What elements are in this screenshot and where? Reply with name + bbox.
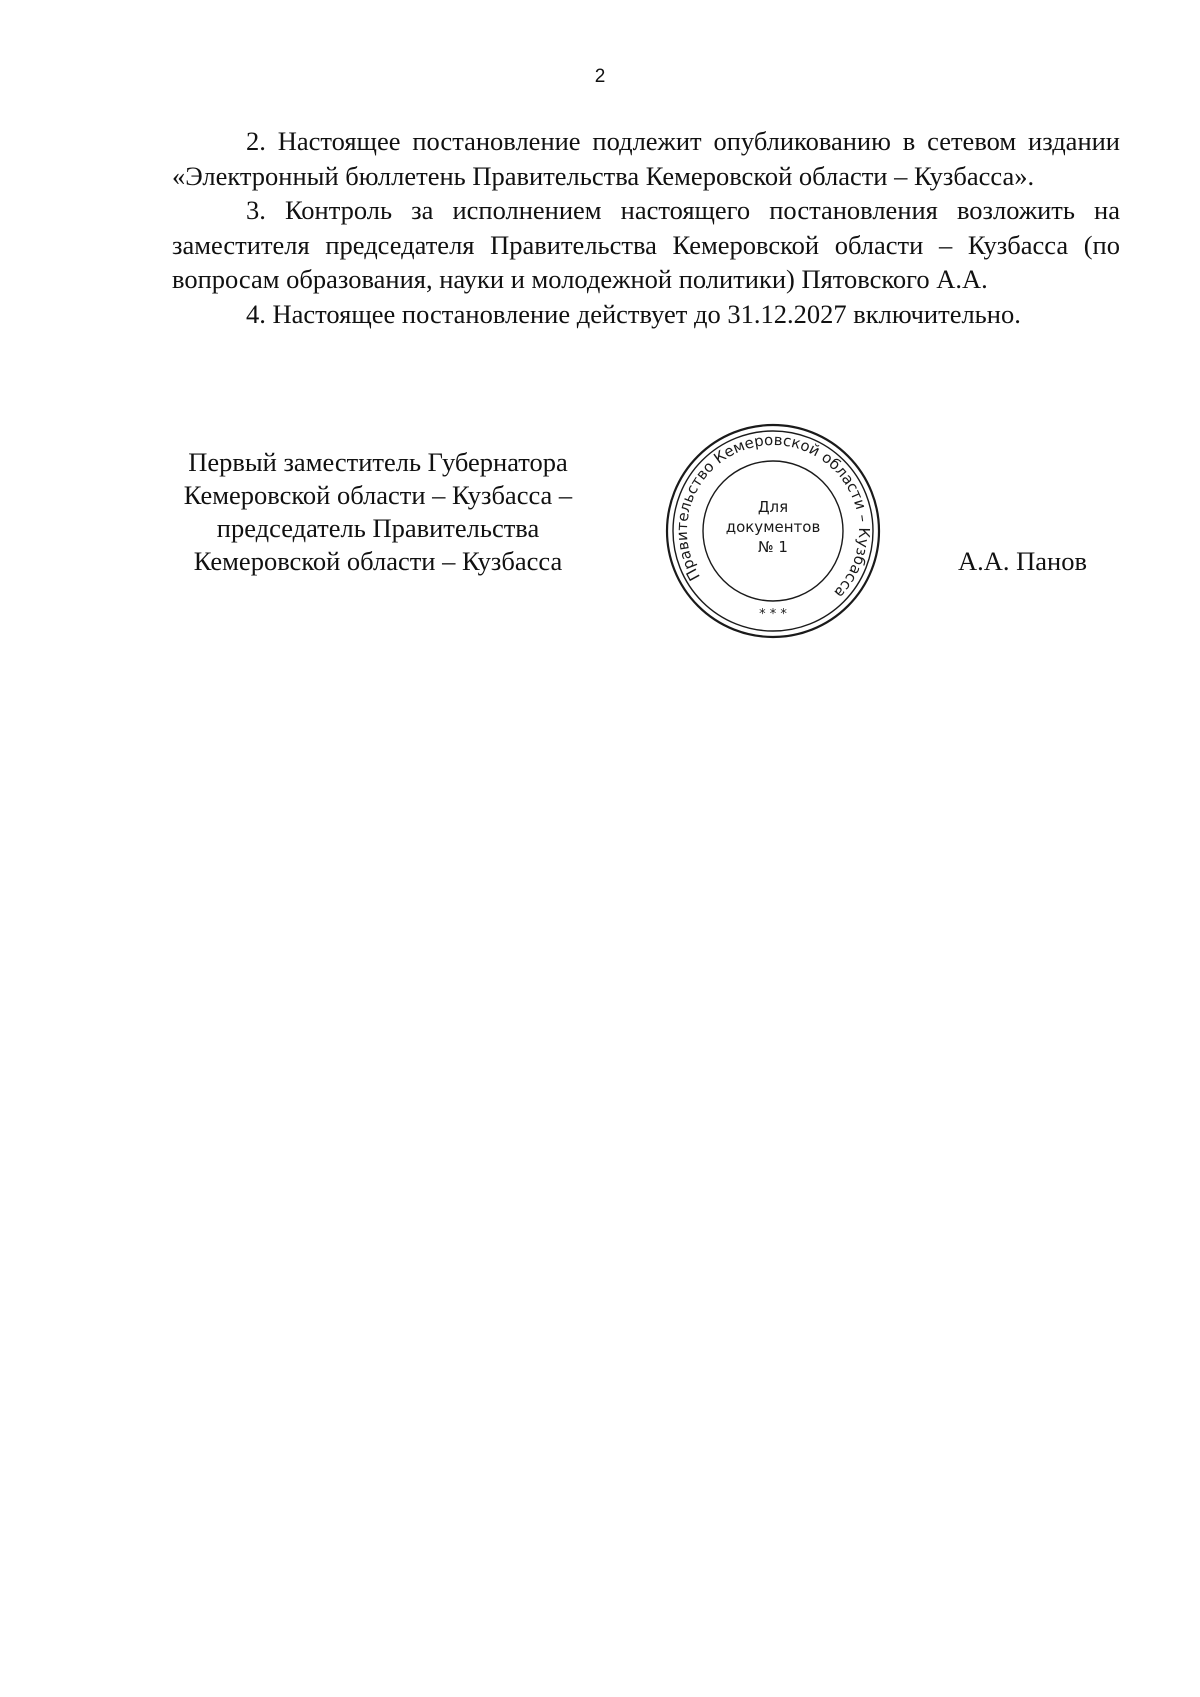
- stamp-stars: * * *: [759, 607, 787, 622]
- stamp-ring-text: [673, 431, 873, 602]
- page-number: 2: [594, 66, 606, 87]
- official-stamp: [664, 422, 882, 640]
- signer-position-line: председатель Правительства: [216, 513, 540, 543]
- paragraph-4: 4. Настоящее постановление действует до 31.12.2027 включительно.: [246, 298, 1021, 329]
- stamp-center-line: Для: [757, 498, 789, 516]
- signer-name: А.А. Панов: [958, 546, 1087, 576]
- paragraph-3: 3. Контроль за исполнением настоящего постановления возложить на заместителя председателя Правительства Кемеровской области – Кузбасса (по вопросам образования, науки и молодежной политики) Пятовского А.А.: [172, 195, 1120, 294]
- paragraph-2: 2. Настоящее постановление подлежит опубликованию в сетевом издании «Электронный бюллетень Правительства Кемеровской области – Кузбасса».: [172, 126, 1120, 191]
- signer-position-line: Кемеровской области – Кузбасса: [193, 546, 563, 576]
- document-body: [172, 124, 1120, 331]
- signer-position-line: Первый заместитель Губернатора: [188, 447, 568, 477]
- signer-position: [160, 446, 596, 578]
- stamp-ring-textpath: Правительство Кемеровской области – Кузбасса: [672, 430, 874, 602]
- stamp-center-line: № 1: [758, 538, 788, 556]
- signer-position-line: Кемеровской области – Кузбасса –: [183, 480, 573, 510]
- stamp-center-line: документов: [725, 518, 821, 536]
